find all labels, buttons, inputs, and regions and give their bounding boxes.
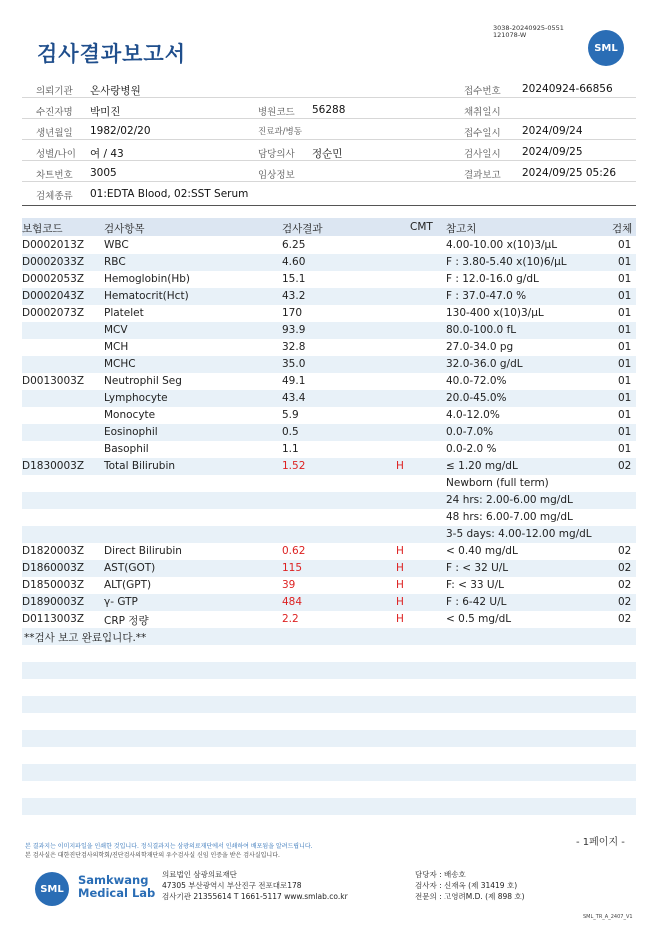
row-band bbox=[22, 798, 636, 815]
table-row bbox=[22, 339, 636, 356]
cell-specimen: 02 bbox=[618, 545, 632, 557]
cell-ref: F : 12.0-16.0 g/dL bbox=[446, 273, 539, 285]
receipt-no: 20240924-66856 bbox=[522, 83, 613, 95]
cell-cmt: H bbox=[396, 579, 404, 591]
cell-item: Eosinophil bbox=[104, 426, 158, 438]
report-title: 검사결과보고서 bbox=[37, 42, 187, 66]
cell-item: Hematocrit(Hct) bbox=[104, 290, 189, 302]
table-row bbox=[22, 271, 636, 288]
cell-code: D0002033Z bbox=[22, 256, 85, 268]
chart-no: 3005 bbox=[90, 167, 117, 179]
sml-brand-logo-icon: SML bbox=[35, 872, 69, 906]
cell-cmt: H bbox=[396, 562, 404, 574]
cell-ref: F : 37.0-47.0 % bbox=[446, 290, 527, 302]
cell-item: RBC bbox=[104, 256, 126, 268]
patient-name: 박미진 bbox=[90, 106, 121, 118]
cell-code: D0002013Z bbox=[22, 239, 85, 251]
cell-ref: 27.0-34.0 pg bbox=[446, 341, 514, 353]
table-row bbox=[22, 424, 636, 441]
cell-ref: 0.0-2.0 % bbox=[446, 443, 497, 455]
cell-ref: Newborn (full term) bbox=[446, 477, 549, 489]
page-number: - 1페이지 - bbox=[576, 837, 625, 848]
birth-date: 1982/02/20 bbox=[90, 125, 151, 137]
results-table-header: 보험코드 검사항목 검사결과 CMT 참고치 검체 bbox=[22, 218, 636, 236]
cell-specimen: 02 bbox=[618, 579, 632, 591]
cell-result: 484 bbox=[282, 596, 303, 608]
cell-specimen: 01 bbox=[618, 392, 632, 404]
cell-specimen: 01 bbox=[618, 307, 632, 319]
form-code: SML_TR_A_2407_V1 bbox=[583, 914, 633, 920]
cell-ref: F : < 32 U/L bbox=[446, 562, 509, 574]
footer-notice: 본 결과지는 이미지파일을 인쇄한 것입니다. 정식결과지는 삼광의료재단에서 인쇄하여 배포됨을 알려드립니다. bbox=[25, 843, 313, 850]
cell-specimen: 01 bbox=[618, 358, 632, 370]
cell-result: 5.9 bbox=[282, 409, 299, 421]
cell-code: D1850003Z bbox=[22, 579, 85, 591]
cell-ref: 4.0-12.0% bbox=[446, 409, 500, 421]
row-band bbox=[22, 696, 636, 713]
cell-code: D1890003Z bbox=[22, 596, 85, 608]
table-row bbox=[22, 441, 636, 458]
cell-code: D1860003Z bbox=[22, 562, 85, 574]
header-row-6: 검체종류 01:EDTA Blood, 02:SST Serum bbox=[36, 188, 249, 202]
cell-ref: 40.0-72.0% bbox=[446, 375, 507, 387]
cell-ref: ≤ 1.20 mg/dL bbox=[446, 460, 518, 472]
table-row bbox=[22, 492, 636, 509]
cell-specimen: 02 bbox=[618, 596, 632, 608]
cell-ref: 0.0-7.0% bbox=[446, 426, 494, 438]
cell-ref: 48 hrs: 6.00-7.00 mg/dL bbox=[446, 511, 573, 523]
specimen-types: 01:EDTA Blood, 02:SST Serum bbox=[90, 188, 249, 200]
cell-item: MCHC bbox=[104, 358, 136, 370]
table-row bbox=[22, 526, 636, 543]
cell-code: D0013003Z bbox=[22, 375, 85, 387]
table-row bbox=[22, 305, 636, 322]
cell-result: 4.60 bbox=[282, 256, 306, 268]
cell-code: D0002053Z bbox=[22, 273, 85, 285]
cell-result: 6.25 bbox=[282, 239, 306, 251]
cell-result: 0.62 bbox=[282, 545, 306, 557]
cell-item: γ- GTP bbox=[104, 596, 138, 608]
table-row bbox=[22, 237, 636, 254]
report-date: 2024/09/25 05:26 bbox=[522, 167, 617, 179]
row-band bbox=[22, 730, 636, 747]
cell-item: Lymphocyte bbox=[104, 392, 168, 404]
cell-ref: F : 6-42 U/L bbox=[446, 596, 507, 608]
cell-ref: 4.00-10.00 x(10)3/μL bbox=[446, 239, 558, 251]
cell-specimen: 01 bbox=[618, 409, 632, 421]
cell-result: 35.0 bbox=[282, 358, 306, 370]
header-row-2: 수진자명 박미진 병원코드 56288 채취일시 bbox=[22, 99, 636, 119]
lab-address: 의료법인 삼광의료재단 47305 부산광역시 부산진구 전포대로178 검사기관 21355614 T 1661-5117 www.smlab.co.kr bbox=[162, 870, 348, 901]
table-row bbox=[22, 509, 636, 526]
table-row bbox=[22, 390, 636, 407]
cell-ref: 80.0-100.0 fL bbox=[446, 324, 517, 336]
cell-specimen: 01 bbox=[618, 443, 632, 455]
header-row-5: 차트번호 3005 임상정보 결과보고 2024/09/25 05:26 bbox=[22, 162, 636, 182]
cell-cmt: H bbox=[396, 545, 404, 557]
cell-specimen: 01 bbox=[618, 426, 632, 438]
cell-item: Neutrophil Seg bbox=[104, 375, 182, 387]
cell-item: MCV bbox=[104, 324, 128, 336]
cell-item: AST(GOT) bbox=[104, 562, 156, 574]
sml-logo-icon: SML bbox=[588, 30, 624, 66]
cell-cmt: H bbox=[396, 596, 404, 608]
divider bbox=[22, 205, 636, 206]
accreditation-notice: 본 검사실은 대한진단검사의학회/진단검사의학재단의 우수검사실 신임 인증을 받은 검사실입니다. bbox=[25, 852, 280, 859]
cell-item: Direct Bilirubin bbox=[104, 545, 182, 557]
cell-ref: 130-400 x(10)3/μL bbox=[446, 307, 544, 319]
cell-specimen: 01 bbox=[618, 324, 632, 336]
doctor: 정순민 bbox=[312, 148, 343, 160]
sex-age: 여 / 43 bbox=[90, 148, 124, 160]
cell-result: 0.5 bbox=[282, 426, 299, 438]
cell-item: Total Bilirubin bbox=[104, 460, 176, 472]
row-band bbox=[22, 764, 636, 781]
cell-item: Basophil bbox=[104, 443, 149, 455]
header-row-3: 생년월일 1982/02/20 진료과/병동 접수일시 2024/09/24 bbox=[22, 120, 636, 140]
cell-result: 2.2 bbox=[282, 613, 299, 625]
cell-item: Monocyte bbox=[104, 409, 156, 421]
brand-name: Samkwang Medical Lab bbox=[78, 873, 156, 900]
table-row bbox=[22, 373, 636, 390]
table-row bbox=[22, 356, 636, 373]
row-band bbox=[22, 662, 636, 679]
cell-result: 43.2 bbox=[282, 290, 306, 302]
cell-result: 43.4 bbox=[282, 392, 306, 404]
cell-item: MCH bbox=[104, 341, 129, 353]
cell-specimen: 01 bbox=[618, 375, 632, 387]
cell-ref: < 0.5 mg/dL bbox=[446, 613, 512, 625]
cell-item: CRP 정량 bbox=[104, 615, 149, 627]
end-note: **검사 보고 완료입니다.** bbox=[24, 632, 147, 644]
table-row bbox=[22, 594, 636, 611]
cell-ref: 24 hrs: 2.00-6.00 mg/dL bbox=[446, 494, 573, 506]
table-row bbox=[22, 560, 636, 577]
cell-specimen: 01 bbox=[618, 256, 632, 268]
cell-code: D0002043Z bbox=[22, 290, 85, 302]
cell-ref: < 0.40 mg/dL bbox=[446, 545, 518, 557]
reference-code: 3038-20240925-0551 121078-W bbox=[493, 24, 564, 39]
cell-ref: 3-5 days: 4.00-12.00 mg/dL bbox=[446, 528, 592, 540]
receipt-date: 2024/09/24 bbox=[522, 125, 583, 137]
table-row bbox=[22, 458, 636, 475]
cell-result: 115 bbox=[282, 562, 303, 574]
cell-specimen: 02 bbox=[618, 562, 632, 574]
cell-cmt: H bbox=[396, 460, 404, 472]
table-row bbox=[22, 288, 636, 305]
cell-result: 39 bbox=[282, 579, 296, 591]
cell-cmt: H bbox=[396, 613, 404, 625]
cell-specimen: 01 bbox=[618, 273, 632, 285]
header-row-1: 의뢰기관 온사랑병원 접수번호 20240924-66856 bbox=[22, 78, 636, 98]
cell-item: Platelet bbox=[104, 307, 144, 319]
table-row bbox=[22, 543, 636, 560]
cell-ref: 32.0-36.0 g/dL bbox=[446, 358, 523, 370]
header-row-4: 성별/나이 여 / 43 담당의사 정순민 검사일시 2024/09/25 bbox=[22, 141, 636, 161]
cell-item: Hemoglobin(Hb) bbox=[104, 273, 191, 285]
cell-specimen: 02 bbox=[618, 613, 632, 625]
cell-item: WBC bbox=[104, 239, 129, 251]
cell-code: D0113003Z bbox=[22, 613, 85, 625]
cell-specimen: 01 bbox=[618, 290, 632, 302]
cell-code: D1830003Z bbox=[22, 460, 85, 472]
cell-specimen: 01 bbox=[618, 239, 632, 251]
cell-result: 93.9 bbox=[282, 324, 306, 336]
cell-result: 170 bbox=[282, 307, 303, 319]
table-row bbox=[22, 611, 636, 628]
cell-specimen: 02 bbox=[618, 460, 632, 472]
table-row bbox=[22, 577, 636, 594]
cell-result: 49.1 bbox=[282, 375, 306, 387]
institution: 온사랑병원 bbox=[90, 85, 141, 97]
cell-code: D1820003Z bbox=[22, 545, 85, 557]
cell-item: ALT(GPT) bbox=[104, 579, 152, 591]
cell-specimen: 01 bbox=[618, 341, 632, 353]
cell-result: 1.52 bbox=[282, 460, 306, 472]
hospital-code: 56288 bbox=[312, 104, 346, 116]
cell-ref: 20.0-45.0% bbox=[446, 392, 507, 404]
table-row bbox=[22, 407, 636, 424]
cell-result: 15.1 bbox=[282, 273, 306, 285]
staff-info: 담당자 : 배송호 검사자 : 신재옥 (제 31419 호) 전문의 : 고영려M.D. (제 898 호) bbox=[415, 870, 525, 901]
cell-ref: F: < 33 U/L bbox=[446, 579, 505, 591]
test-date: 2024/09/25 bbox=[522, 146, 583, 158]
cell-result: 32.8 bbox=[282, 341, 306, 353]
cell-code: D0002073Z bbox=[22, 307, 85, 319]
table-row bbox=[22, 322, 636, 339]
cell-ref: F : 3.80-5.40 x(10)6/μL bbox=[446, 256, 567, 268]
table-row bbox=[22, 475, 636, 492]
table-row bbox=[22, 254, 636, 271]
cell-result: 1.1 bbox=[282, 443, 299, 455]
